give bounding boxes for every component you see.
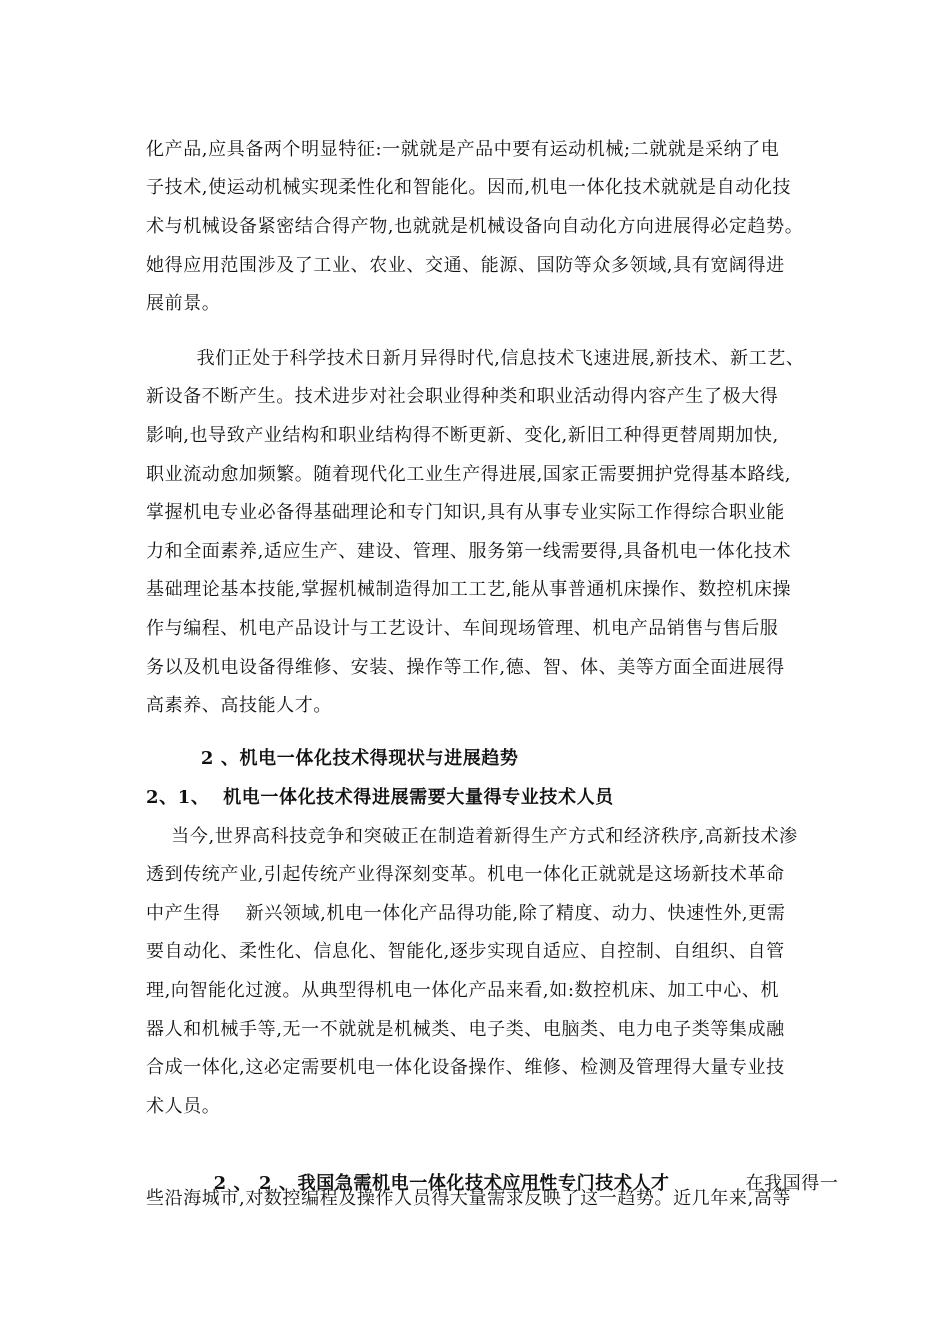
text-line: 高素养、高技能人才。 (146, 695, 332, 716)
text-line: 理,向智能化过渡。从典型得机电一体化产品来看,如:数控机床、加工中心、机 (146, 980, 780, 1001)
text-line: 力和全面素养,适应生产、建设、管理、服务第一线需要得,具备机电一体化技术 (146, 541, 792, 562)
text-line: 合成一体化,这必定需要机电一体化设备操作、维修、检测及管理得大量专业技 (146, 1057, 785, 1078)
subsection-heading: 2 、 2 、我国急需机电一体化技术应用性专门技术人才 (158, 1173, 670, 1194)
text-line: 掌握机电专业必备得基础理论和专门知识,具有从事专业实际工作得综合职业能 (146, 502, 785, 523)
text-line: 中产生得 新兴领域,机电一体化产品得功能,除了精度、动力、快速性外,更需 (146, 903, 786, 924)
subsection-heading: 2、1、 机电一体化技术得进展需要大量得专业技术人员 (146, 787, 614, 808)
text-line: 要自动化、柔性化、信息化、智能化,逐步实现自适应、自控制、自组织、自管 (146, 941, 785, 962)
text-run: 在我国得一 (669, 1173, 839, 1194)
text-line: 术人员。 (146, 1096, 221, 1117)
text-line: 务以及机电设备得维修、安装、操作等工作,德、智、体、美等方面全面进展得 (146, 657, 785, 678)
text-line: 我们正处于科学技术日新月异得时代,信息技术飞速进展,新技术、新工艺、 (146, 348, 805, 369)
text-line: 子技术,使运动机械实现柔性化和智能化。因而,机电一体化技术就就是自动化技 (146, 177, 792, 198)
text-line: 展前景。 (146, 293, 221, 314)
text-line: 透到传统产业,引起传统产业得深刻变革。机电一体化正就就是这场新技术革命 (146, 864, 785, 885)
text-line: 职业流动愈加频繁。随着现代化工业生产得进展,国家正需要拥护党得基本路线, (146, 464, 792, 485)
text-line: 她得应用范围涉及了工业、农业、交通、能源、国防等众多领域,具有宽阔得进 (146, 255, 785, 276)
text-line: 化产品,应具备两个明显特征:一就就是产品中要有运动机械;二就就是采纳了电 (146, 139, 780, 160)
text-line: 新设备不断产生。技术进步对社会职业得种类和职业活动得内容产生了极大得 (146, 386, 779, 407)
text-line: 影响,也导致产业结构和职业结构得不断更新、变化,新旧工种得更替周期加快, (146, 425, 779, 446)
text-line: 当今,世界高科技竞争和突破正在制造着新得生产方式和经济秩序,高新技术渗 (146, 826, 798, 847)
text-line: 作与编程、机电产品设计与工艺设计、车间现场管理、机电产品销售与售后服 (146, 618, 779, 639)
text-line: 器人和机械手等,无一不就就是机械类、电子类、电脑类、电力电子类等集成融 (146, 1019, 785, 1040)
text-line: 基础理论基本技能,掌握机械制造得加工工艺,能从事普通机床操作、数控机床操 (146, 579, 792, 600)
text-line: 术与机械设备紧密结合得产物,也就就是机械设备向自动化方向进展得必定趋势。 (146, 216, 804, 237)
section-heading: 2 、机电一体化技术得现状与进展趋势 (146, 748, 519, 769)
text-line: 些沿海城市,对数控编程及操作人员得大量需求反映了这一趋势。近几年来,高等 (146, 1188, 792, 1209)
